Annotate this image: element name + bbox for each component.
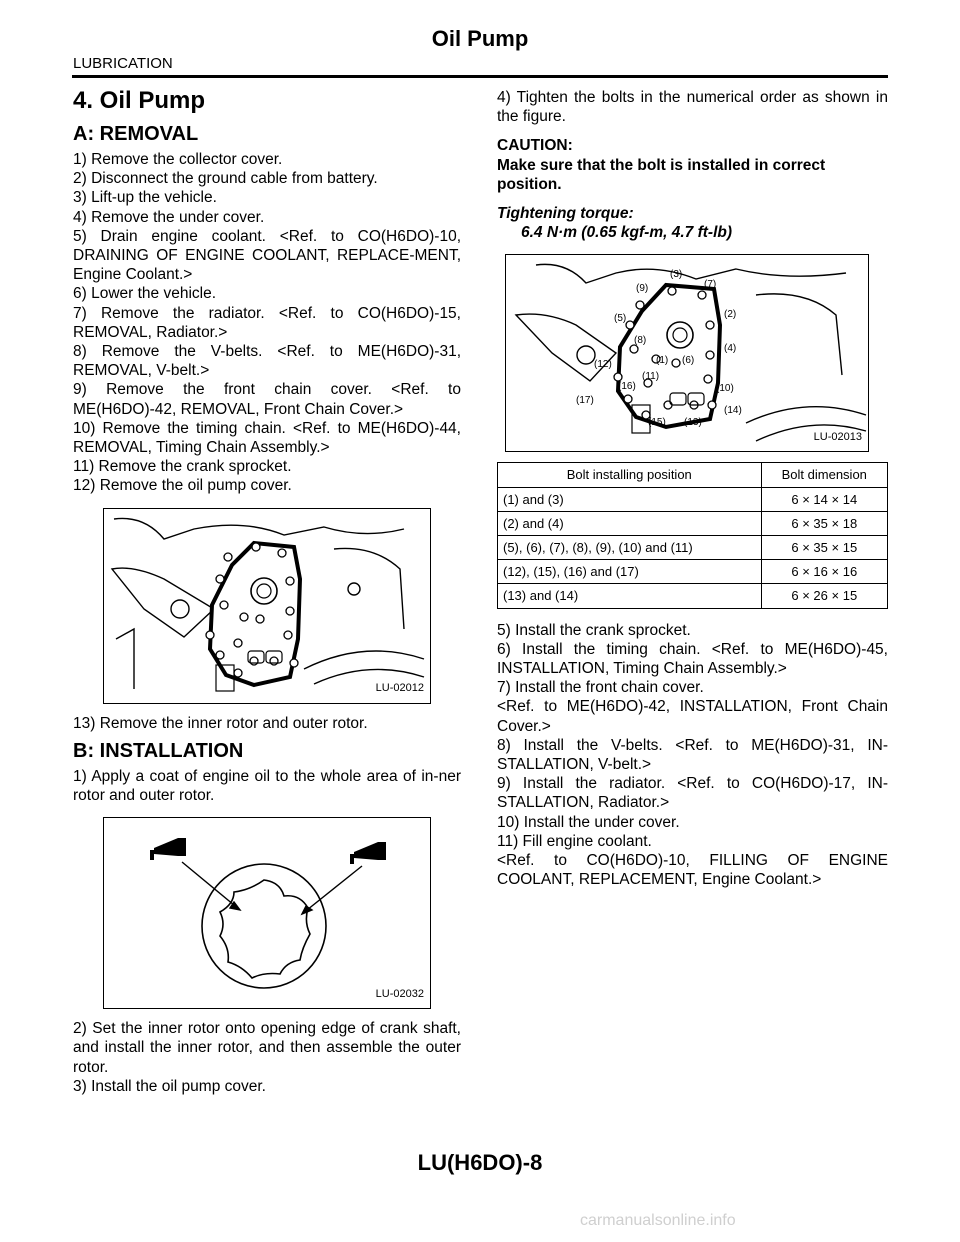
bolt-label: (15) <box>648 417 666 429</box>
removal-step: 13) Remove the inner rotor and outer rotor. <box>73 714 368 732</box>
installation-heading: B: INSTALLATION <box>73 739 244 762</box>
removal-step: 7) Remove the radiator. <Ref. to CO(H6DO)-15, REMOVAL, Radiator.> <box>73 304 461 341</box>
header-rule <box>72 75 888 78</box>
install-step: 8) Install the V-belts. <Ref. to ME(H6DO)-31, IN-STALLATION, V-belt.> <box>497 736 888 774</box>
install-step: 9) Install the radiator. <Ref. to CO(H6DO)-17, IN-STALLATION, Radiator.> <box>497 775 888 812</box>
oil-pump-cover-illustration <box>104 509 430 703</box>
bolt-label: (1) <box>656 355 669 367</box>
bolt-label: (17) <box>576 395 594 407</box>
install-step: 1) Apply a coat of engine oil to the whole area of in-ner rotor and outer rotor. <box>73 767 461 805</box>
install-step: <Ref. to CO(H6DO)-10, FILLING OF ENGINE COOLANT, REPLACEMENT, Engine Coolant.> <box>497 852 888 889</box>
page-title: Oil Pump <box>431 26 529 51</box>
section-label: LUBRICATION <box>73 55 173 72</box>
install-step: 10) Install the under cover. <box>497 813 680 831</box>
bolt-label: (14) <box>724 405 742 417</box>
install-step: <Ref. to ME(H6DO)-42, INSTALLATION, Front Chain Cover.> <box>497 698 888 735</box>
bolt-label: (4) <box>724 343 737 355</box>
table-row <box>498 560 888 584</box>
bolt-label: (6) <box>682 355 695 367</box>
table-header: Bolt dimension <box>761 463 887 487</box>
bolt-label: (5) <box>614 313 627 325</box>
table-cell: 6 × 14 × 14 <box>761 487 887 511</box>
bolt-label: (13) <box>684 417 702 429</box>
install-step: 2) Set the inner rotor onto opening edge of crank shaft, and install the inner rotor, and then assemble the outer rotor. <box>73 1020 461 1076</box>
bolt-label: (10) <box>716 383 734 395</box>
removal-step: 2) Disconnect the ground cable from battery. <box>73 170 378 188</box>
table-row <box>498 511 888 535</box>
install-step: 7) Install the front chain cover. <box>497 679 704 697</box>
removal-step: 6) Lower the vehicle. <box>73 285 217 303</box>
figure-code: LU-02012 <box>375 682 424 695</box>
table-cell: 6 × 35 × 15 <box>761 536 887 560</box>
table-header-row <box>498 463 888 487</box>
removal-step: 3) Lift-up the vehicle. <box>73 189 217 207</box>
torque-title: Tightening torque: <box>497 205 634 223</box>
bolt-label: (8) <box>634 335 647 347</box>
main-heading: 4. Oil Pump <box>73 87 206 114</box>
figure-rotor <box>103 817 431 1009</box>
figure-bolt-order <box>505 254 869 452</box>
install-step: 11) Fill engine coolant. <box>497 832 652 850</box>
install-step: 5) Install the crank sprocket. <box>497 621 691 639</box>
bolt-order-illustration <box>506 255 868 451</box>
bolt-label: (11) <box>642 371 660 383</box>
removal-step: 10) Remove the timing chain. <Ref. to ME(H6DO)-44, REMOVAL, Timing Chain Assembly.> <box>73 419 461 457</box>
table-row <box>498 536 888 560</box>
bolt-label: (2) <box>724 309 737 321</box>
removal-step: 11) Remove the crank sprocket. <box>73 458 292 476</box>
footer-page-code: LU(H6DO)-8 <box>417 1150 543 1175</box>
table-cell: 6 × 26 × 15 <box>761 584 887 608</box>
caution-text: Make sure that the bolt is installed in correct position. <box>497 156 826 193</box>
left-column <box>73 86 461 1096</box>
bolt-label: (12) <box>594 359 612 371</box>
removal-step: 5) Drain engine coolant. <Ref. to CO(H6DO)-10, DRAINING OF ENGINE COOLANT, REPLACE-MENT, Engine Coolant.> <box>73 227 461 284</box>
removal-step: 1) Remove the collector cover. <box>73 151 283 168</box>
install-step: 4) Tighten the bolts in the numerical order as shown in the figure. <box>497 89 888 126</box>
bolt-label: (9) <box>636 283 649 295</box>
table-cell: (5), (6), (7), (8), (9), (10) and (11) <box>498 536 762 560</box>
table-cell: 6 × 35 × 18 <box>761 511 887 535</box>
bolt-table <box>497 462 888 608</box>
removal-step: 8) Remove the V-belts. <Ref. to ME(H6DO)-31, REMOVAL, V-belt.> <box>73 343 461 380</box>
right-column <box>497 88 888 889</box>
torque-value: 6.4 N·m (0.65 kgf-m, 4.7 ft-lb) <box>521 224 733 242</box>
table-cell: (2) and (4) <box>498 511 762 535</box>
table-cell: (1) and (3) <box>498 487 762 511</box>
removal-heading: A: REMOVAL <box>73 123 199 145</box>
install-step: 3) Install the oil pump cover. <box>73 1077 266 1095</box>
figure-code: LU-02032 <box>375 988 424 1001</box>
figure-oil-pump-cover <box>103 508 431 704</box>
table-cell: (13) and (14) <box>498 584 762 608</box>
install-step: 6) Install the timing chain. <Ref. to ME(H6DO)-45, INSTALLATION, Timing Chain Assembly.> <box>497 640 888 678</box>
table-cell: 6 × 16 × 16 <box>761 560 887 584</box>
rotor-illustration <box>104 818 430 1008</box>
removal-step: 12) Remove the oil pump cover. <box>73 477 292 495</box>
table-header: Bolt installing position <box>498 463 762 487</box>
removal-step: 4) Remove the under cover. <box>73 208 265 226</box>
bolt-label: (3) <box>670 269 683 281</box>
caution-title: CAUTION: <box>497 137 573 155</box>
bolt-label: (16) <box>618 381 636 393</box>
table-row <box>498 584 888 608</box>
watermark: carmanualsonline.info <box>580 1212 736 1229</box>
removal-step: 9) Remove the front chain cover. <Ref. to ME(H6DO)-42, REMOVAL, Front Chain Cover.> <box>73 381 461 418</box>
table-row <box>498 487 888 511</box>
table-cell: (12), (15), (16) and (17) <box>498 560 762 584</box>
figure-code: LU-02013 <box>813 431 862 444</box>
bolt-label: (7) <box>704 279 717 291</box>
